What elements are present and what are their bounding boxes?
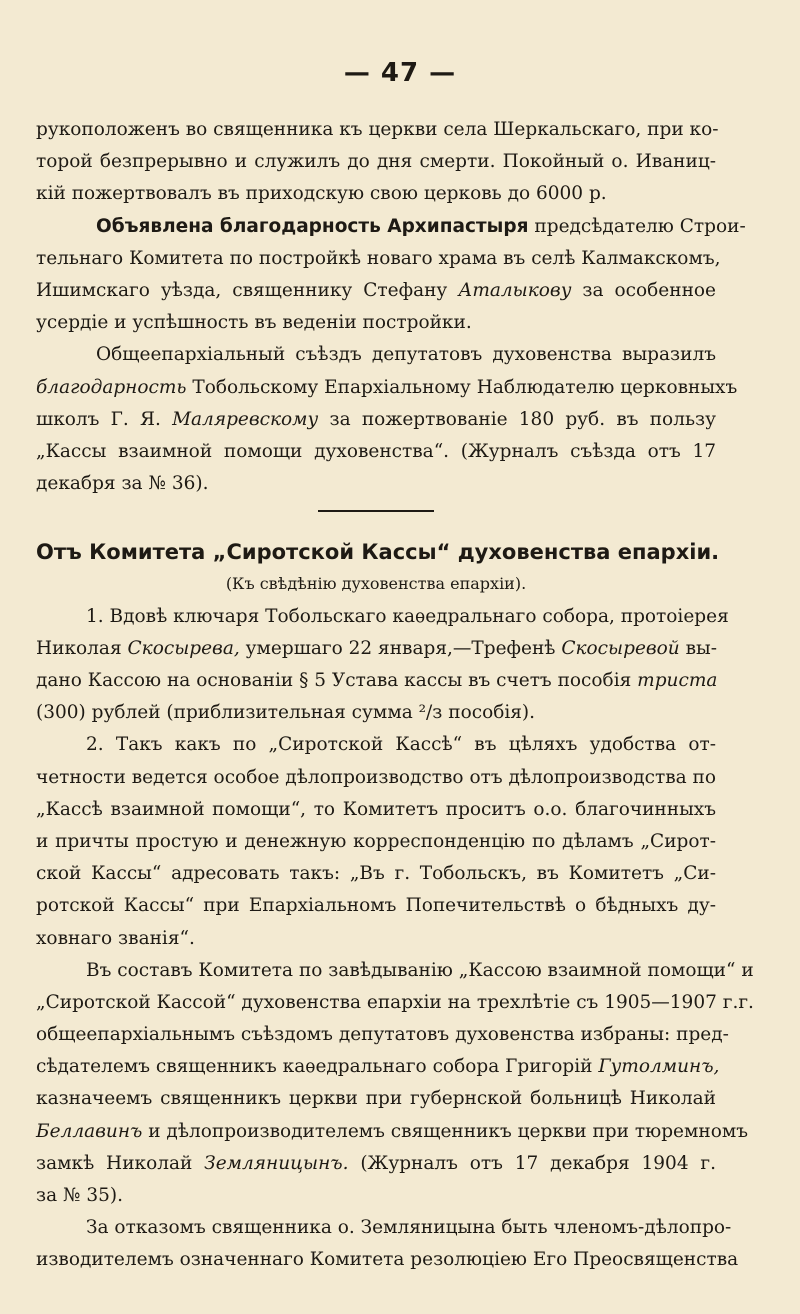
text-line	[36, 275, 716, 307]
italic-name: Скосырева,	[127, 637, 240, 659]
text-line: ротской Кассы“ при Епархіальномъ Попечительствѣ о бѣдныхъ ду-	[36, 895, 716, 917]
text-line	[36, 211, 746, 243]
text-line	[36, 1148, 716, 1180]
text-line: (300) рублей (приблизительная сумма ²/з пособія).	[36, 702, 536, 724]
text-line: Въ составъ Комитета по завѣдыванію „Кассою взаимной помощи“ и	[86, 959, 754, 981]
text-line: тельнаго Комитета по постройкѣ новаго храма въ селѣ Калмакскомъ,	[36, 247, 721, 269]
text-run: Тобольскому Епархіальному Наблюдателю церковныхъ	[186, 376, 738, 398]
text-run: и дѣлопроизводителемъ священникъ церкви при тюремномъ	[142, 1120, 749, 1142]
text-line	[36, 1116, 749, 1148]
text-line: торой безпрерывно и служилъ до дня смерти. Покойный о. Иваниц-	[36, 151, 716, 173]
text-line: усердіе и успѣшность въ веденіи постройки.	[36, 312, 472, 334]
text-run: школъ Г. Я.	[36, 408, 173, 430]
italic-name: Скосыревой	[561, 637, 680, 659]
text-run: замкѣ Николай	[36, 1152, 205, 1174]
text-line: декабря за № 36).	[36, 473, 209, 495]
italic-name: Гутолминъ,	[598, 1056, 720, 1078]
italic-name: Земляницынъ.	[204, 1152, 349, 1174]
italic-name: Беллавинъ	[36, 1120, 143, 1142]
italic-word: триста	[637, 670, 718, 691]
text-run: Николая	[36, 637, 128, 659]
section-heading: Отъ Комитета „Сиротской Кассы“ духовенства епархіи.	[36, 540, 720, 565]
text-line: За отказомъ священника о. Земляницына быть членомъ-дѣлопро-	[86, 1217, 732, 1239]
text-run: дано Кассою на основаніи § 5 Устава кассы въ счетъ пособія	[36, 670, 638, 691]
text-line: кій пожертвовалъ въ приходскую свою церковь до 6000 р.	[36, 183, 607, 205]
section-divider	[36, 500, 716, 516]
bold-phrase: Объявлена благодарность Архипастыря	[96, 215, 529, 237]
text-run: сѣдателемъ священникъ каѳедральнаго собора Григорій	[36, 1056, 599, 1078]
text-run: за особенное	[571, 279, 716, 301]
text-line: за № 35).	[36, 1185, 124, 1206]
document-body	[36, 114, 754, 1277]
text-line: ховнаго званія“.	[36, 927, 195, 949]
text-line	[36, 633, 716, 665]
text-line: Общеепархіальный съѣздъ депутатовъ духовенства выразилъ	[96, 344, 716, 366]
text-line: казначеемъ священникъ церкви при губернской больницѣ Николай	[36, 1088, 716, 1110]
text-line: общеепархіальнымъ съѣздомъ депутатовъ духовенства избраны: пред-	[36, 1024, 729, 1046]
text-line	[36, 665, 716, 697]
text-line: 1. Вдовѣ ключаря Тобольскаго каѳедральнаго собора, протоіерея	[86, 605, 729, 627]
text-line: изводителемъ означеннаго Комитета резолюціею Его Преосвященства	[36, 1249, 739, 1271]
text-line: „Кассѣ взаимной помощи“, то Комитетъ проситъ о.о. благочинныхъ	[36, 798, 716, 820]
text-line: 2. Такъ какъ по „Сиротской Кассѣ“ въ цѣляхъ удобства от-	[86, 734, 716, 756]
text-line	[36, 404, 716, 436]
text-run: за пожертвованіе 180 руб. въ пользу	[318, 408, 716, 430]
text-run: Ишимскаго уѣзда, священнику Стефану	[36, 279, 459, 301]
page-number: — 47 —	[343, 58, 457, 88]
italic-name: Аталыкову	[458, 279, 572, 301]
text-line: ской Кассы“ адресовать такъ: „Въ г. Тобольскъ, въ Комитетъ „Си-	[36, 863, 716, 885]
italic-name: Маляревскому	[172, 408, 319, 430]
text-line: „Сиротской Кассой“ духовенства епархіи на трехлѣтіе съ 1905—1907 г.г.	[36, 991, 754, 1013]
text-run: умершаго 22 января,—Трефенѣ	[239, 637, 562, 659]
text-run: вы-	[679, 637, 717, 659]
text-line: „Кассы взаимной помощи духовенства“. (Журналъ съѣзда отъ 17	[36, 440, 716, 462]
text-line	[36, 372, 738, 404]
text-line: четности ведется особое дѣлопроизводство отъ дѣлопроизводства по	[36, 766, 716, 788]
text-line: и причты простую и денежную корреспонденцію по дѣламъ „Сирот-	[36, 830, 716, 852]
text-run: (Журналъ отъ 17 декабря 1904 г.	[348, 1152, 717, 1174]
section-subheading: (Къ свѣдѣнію духовенства епархіи).	[225, 574, 527, 594]
italic-word: благодарность	[36, 376, 187, 398]
text-line	[36, 1051, 720, 1083]
text-run: предсѣдателю Строи-	[528, 215, 746, 237]
text-line: рукоположенъ во священника къ церкви села Шеркальскаго, при ко-	[36, 119, 719, 140]
